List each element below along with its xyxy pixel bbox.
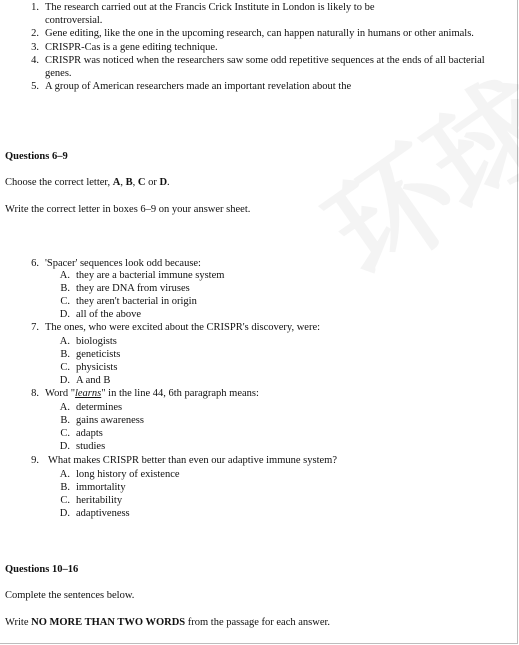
option-text: adapts bbox=[76, 428, 103, 439]
separator: or bbox=[145, 177, 160, 188]
option-letter: B. bbox=[60, 349, 70, 360]
option-letter: A. bbox=[59, 469, 70, 480]
option-letter: B. bbox=[60, 482, 70, 493]
option-letter: D. bbox=[59, 309, 70, 320]
option-letter: C. bbox=[60, 495, 70, 506]
option-letter: C. bbox=[60, 428, 70, 439]
option-text: immortality bbox=[76, 482, 126, 493]
option bbox=[58, 402, 122, 415]
option-text: they are DNA from viruses bbox=[76, 283, 190, 294]
option-text: heritability bbox=[76, 495, 123, 506]
option bbox=[58, 283, 190, 296]
option bbox=[58, 428, 103, 441]
list-item bbox=[22, 42, 492, 55]
question-9 bbox=[22, 455, 337, 468]
option-letter: C. bbox=[60, 362, 70, 373]
option bbox=[58, 375, 110, 388]
option bbox=[58, 482, 126, 495]
option-letter: D. bbox=[59, 508, 70, 519]
instruction-text: Write bbox=[5, 617, 32, 628]
question-6 bbox=[22, 258, 201, 271]
letter-b: B bbox=[125, 177, 133, 188]
question-text bbox=[45, 388, 259, 401]
option-letter: C. bbox=[60, 296, 70, 307]
item-number: 1. bbox=[31, 2, 39, 13]
item-number: 5. bbox=[31, 81, 39, 92]
separator: , bbox=[132, 177, 138, 188]
question-number: 7. bbox=[31, 322, 39, 333]
option bbox=[58, 441, 105, 454]
item-text: The research carried out at the Francis Crick Institute in London is likely to be controversial. bbox=[45, 2, 375, 26]
section-heading: Questions 6–9 bbox=[5, 151, 68, 162]
list-item bbox=[22, 2, 492, 27]
question-text: 'Spacer' sequences look odd because: bbox=[45, 258, 201, 269]
letter-c: C bbox=[137, 177, 146, 188]
instruction-text: from the passage for each answer. bbox=[185, 617, 331, 628]
option-text: geneticists bbox=[76, 349, 121, 360]
question-text-post: " in the line 44, 6th paragraph means: bbox=[101, 388, 259, 399]
option bbox=[58, 349, 120, 362]
instruction-word-limit bbox=[5, 617, 330, 630]
item-number: 2. bbox=[31, 28, 39, 39]
separator: , bbox=[120, 177, 126, 188]
option-text: long history of existence bbox=[76, 469, 180, 480]
option-text: they aren't bacterial in origin bbox=[76, 296, 197, 307]
option-text: biologists bbox=[76, 336, 117, 347]
option bbox=[58, 270, 224, 283]
emphasized-word: learns bbox=[74, 388, 102, 399]
option-letter: B. bbox=[60, 415, 70, 426]
instruction-write: Write the correct letter in boxes 6–9 on your answer sheet. bbox=[5, 204, 251, 215]
section-heading: Questions 10–16 bbox=[5, 564, 79, 575]
option bbox=[58, 469, 180, 482]
option-letter: A. bbox=[59, 336, 70, 347]
option-text: A and B bbox=[76, 375, 111, 386]
letter-a: A bbox=[112, 177, 121, 188]
item-text: CRISPR was noticed when the researchers saw some odd repetitive sequences at the ends of all bacterial genes. bbox=[45, 55, 485, 79]
question-text: The ones, who were excited about the CRISPR's discovery, were: bbox=[45, 322, 321, 333]
instruction-complete: Complete the sentences below. bbox=[5, 590, 135, 601]
item-number: 4. bbox=[31, 55, 39, 66]
question-text-pre: Word " bbox=[45, 388, 75, 399]
option-text: physicists bbox=[76, 362, 118, 373]
instruction-text: Choose the correct letter, bbox=[5, 177, 113, 188]
item-text: CRISPR-Cas is a gene editing technique. bbox=[45, 41, 218, 53]
statement-list bbox=[22, 2, 492, 94]
item-number: 3. bbox=[31, 41, 39, 53]
option-text: they are a bacterial immune system bbox=[76, 270, 225, 281]
option bbox=[58, 296, 197, 309]
instruction-end: . bbox=[167, 177, 170, 188]
question-text: What makes CRISPR better than even our adaptive immune system? bbox=[48, 455, 337, 466]
option bbox=[58, 309, 141, 322]
option bbox=[58, 508, 130, 521]
option-letter: A. bbox=[59, 270, 70, 281]
option-text: gains awareness bbox=[76, 415, 144, 426]
question-number: 8. bbox=[31, 388, 39, 399]
word-limit: NO MORE THAN TWO WORDS bbox=[31, 617, 186, 628]
option bbox=[58, 415, 144, 428]
option bbox=[58, 336, 117, 349]
list-item bbox=[22, 81, 492, 94]
list-item bbox=[22, 55, 492, 80]
option-text: all of the above bbox=[76, 309, 142, 320]
option-text: studies bbox=[76, 441, 106, 452]
question-8 bbox=[22, 388, 259, 401]
question-number: 6. bbox=[31, 258, 39, 269]
option-letter: B. bbox=[60, 283, 70, 294]
option-text: determines bbox=[76, 402, 123, 413]
list-item bbox=[22, 28, 492, 41]
option-letter: D. bbox=[59, 441, 70, 452]
item-text: A group of American researchers made an important revelation about the bbox=[45, 81, 352, 92]
option-letter: A. bbox=[59, 402, 70, 413]
item-text: Gene editing, like the one in the upcoming research, can happen naturally in humans or other animals. bbox=[45, 28, 474, 39]
option-text: adaptiveness bbox=[76, 508, 130, 519]
option bbox=[58, 495, 122, 508]
question-7 bbox=[22, 322, 320, 335]
instruction-choose bbox=[5, 177, 170, 190]
option-letter: D. bbox=[59, 375, 70, 386]
question-number: 9. bbox=[31, 455, 39, 466]
option bbox=[58, 362, 117, 375]
letter-d: D bbox=[159, 177, 168, 188]
